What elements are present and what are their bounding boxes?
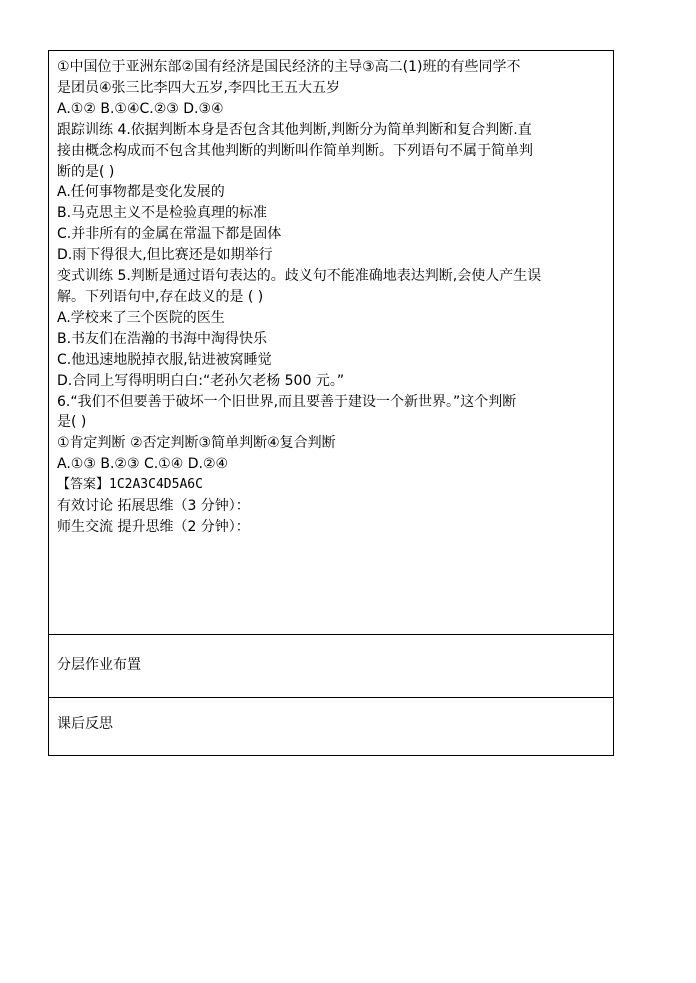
exchange-heading: 师生交流 提升思维（2 分钟）： <box>57 518 250 535</box>
option-a: A.学校来了三个医院的医生 <box>57 309 225 326</box>
question-4-text: 跟踪训练 4.依据判断本身是否包含其他判断,判断分为简单判断和复合判断.直 <box>57 121 532 138</box>
question-6-text: 6.“我们不但要善于破坏一个旧世界,而且要善于建设一个新世界。”这个判断 <box>57 393 517 410</box>
option-a: A.任何事物都是变化发展的 <box>57 184 225 201</box>
reflection-cell <box>49 698 613 755</box>
option-c: C.他迅速地脱掉衣服,钻进被窝睡觉 <box>57 351 272 368</box>
homework-label: 分层作业布置 <box>57 657 141 673</box>
answer-options: A.①② B.①④C.②③ D.③④ <box>57 100 224 117</box>
question-4-text: 断的是( ) <box>57 163 115 180</box>
lesson-table <box>48 50 614 756</box>
option-b: B.书友们在浩瀚的书海中淘得快乐 <box>57 330 268 347</box>
option-b: B.马克思主义不是检验真理的标准 <box>57 205 268 222</box>
question-4-text: 接由概念构成而不包含其他判断的判断叫作简单判断。下列语句不属于简单判 <box>57 142 533 159</box>
exercise-cell <box>49 51 613 635</box>
option-d: D.雨下得很大,但比赛还是如期举行 <box>57 247 273 264</box>
question-text-line: ①中国位于亚洲东部②国有经济是国民经济的主导③高二(1)班的有些同学不 <box>57 59 521 75</box>
homework-cell <box>49 635 613 698</box>
question-5-text: 变式训练 5.判断是通过语句表达的。歧义句不能准确地表达判断,会使人产生误 <box>57 268 542 285</box>
answer-key: 【答案】1C2A3C4D5A6C <box>57 477 203 493</box>
question-5-text: 解。下列语句中,存在歧义的是 ( ) <box>57 288 264 305</box>
judgment-types: ①肯定判断 ②否定判断③简单判断④复合判断 <box>57 435 336 452</box>
option-c: C.并非所有的金属在常温下都是固体 <box>57 226 282 243</box>
question-6-text: 是( ) <box>57 414 87 431</box>
reflection-label: 课后反思 <box>57 716 113 732</box>
discussion-heading: 有效讨论 拓展思维（3 分钟）： <box>57 498 250 515</box>
option-d: D.合同上写得明明白白:“老孙欠老杨 500 元。” <box>57 372 345 389</box>
question-text-line: 是团员④张三比李四大五岁,李四比王五大五岁 <box>57 79 340 96</box>
answer-options: A.①③ B.②③ C.①④ D.②④ <box>57 456 229 473</box>
